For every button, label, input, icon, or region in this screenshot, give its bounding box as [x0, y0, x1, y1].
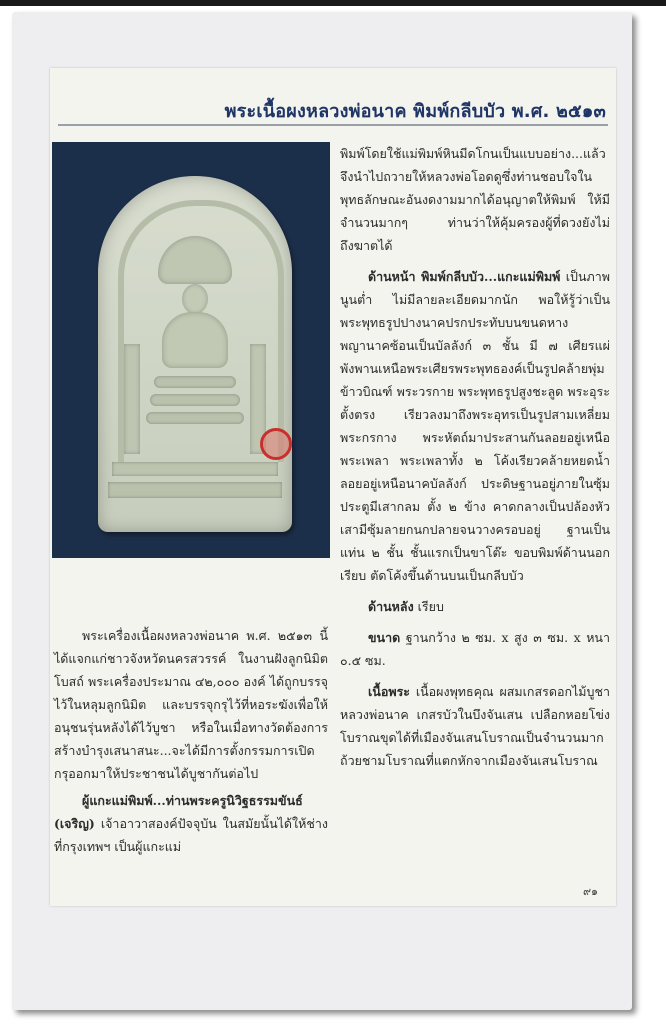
- size-description: [340, 626, 610, 672]
- material-description: [340, 680, 610, 772]
- amulet-base-lower: [108, 482, 282, 498]
- naga-coil: [150, 394, 240, 406]
- buddha-head: [182, 284, 208, 314]
- front-description: [340, 265, 610, 587]
- back-text: เรียบ: [413, 599, 444, 614]
- title-divider: [58, 124, 608, 126]
- left-column-text: [54, 624, 328, 862]
- front-label: ด้านหน้า: [368, 269, 416, 284]
- top-edge-bar: [0, 0, 666, 6]
- scanned-page-frame: [12, 12, 632, 1010]
- material-label: เนื้อพระ: [368, 684, 410, 699]
- size-text: ฐานกว้าง ๒ ซม. x สูง ๓ ซม. x หนา ๐.๕ ซม.: [340, 630, 610, 668]
- naga-coil: [154, 376, 236, 388]
- back-description: [340, 595, 610, 618]
- naga-coil: [146, 412, 244, 424]
- right-column-text: [340, 142, 610, 780]
- buddha-body: [162, 312, 228, 368]
- back-label: ด้านหลัง: [368, 599, 414, 614]
- size-label: ขนาด: [368, 630, 401, 645]
- caption-paragraph: [54, 789, 328, 858]
- material-text: เนื้อผงพุทธคุณ ผสมเกสรดอกไม้บูชา หลวงพ่อนาค เกสรบัวในบึงจันเสน เปลือกหอยโข่งโบราณขุดได้ที่เมืองจันเสนโบราณเป็นจำนวนมาก ถ้วยชามโบราณที่แตกหักจากเมืองจันเสนโบราณ: [340, 684, 610, 768]
- front-text: เป็นภาพนูนต่ำ ไม่มีลายละเอียดมากนัก พอให้รู้ว่าเป็นพระพุทธรูปปางนาคปรกประทับบนขนดหางพญานาคซ้อนเป็นบัลลังก์ ๓ ชั้น มี ๗ เศียรแผ่พังพานเหนือพระเศียรพระพุทธองค์เป็นรูปคล้ายพุ่มข้าวบิณฑ์ พระวรกาย พระพุทธรูปสูงชะลูด พระอุระตั้งตรง เรียวลงมาถึงพระอุทรเป็นรูปสามเหลี่ยม พระกรกาง พระหัตถ์มาประสานกันลอยอยู่เหนือพระเพลา พระเพลาทั้ง ๒ โค้งเรียวคล้ายหยดน้ำลอยอยู่เหนือนาคบัลลังก์ ประดิษฐานอยู่ภายในซุ้มประตูมีเสากลม ตั้ง ๒ ข้าง คาดกลางเป็นปล้องหัวเสามีซุ้มลายกนกปลายจนวางครอบอยู่ ฐานเป็นแท่น ๒ ชั้น ชั้นแรกเป็นขาโต๊ะ ขอบพิมพ์ด้านนอกเรียบ ตัดโค้งขึ้นด้านบนเป็นกลีบบัว: [340, 269, 610, 583]
- mold-carver-label: ผู้แกะแม่พิมพ์...ท่านพระครูนิวิฐธรรมขันธ์ (เจริญ): [54, 793, 303, 831]
- amulet-photo: [52, 142, 330, 558]
- front-bold-text: พิมพ์กลีบบัว...แกะแม่พิมพ์: [415, 269, 561, 284]
- book-page: [50, 68, 616, 906]
- amulet-image: [98, 176, 292, 532]
- article-title: พระเนื้อผงหลวงพ่อนาค พิมพ์กลีบบัว พ.ศ. ๒๕๑๓: [224, 101, 606, 122]
- mold-carver-text: เจ้าอาวาสองค์ปัจจุบัน ในสมัยนั้นได้ให้ช่างที่กรุงเทพฯ เป็นผู้แกะแม่: [54, 816, 328, 854]
- red-seal-stamp: [260, 428, 292, 460]
- left-pillar: [124, 344, 140, 454]
- amulet-base-upper: [112, 462, 278, 476]
- caption-paragraph: พระเครื่องเนื้อผงหลวงพ่อนาค พ.ศ. ๒๕๑๓ นี้ ได้แจกแก่ชาวจังหวัดนครสวรรค์ ในงานฝังลูกนิมิตโบสถ์ พระเครื่องประมาณ ๔๒,๐๐๐ องค์ ได้ถูกบรรจุไว้ในหลุมลูกนิมิต และบรรจุกรุไว้ที่หอระฆังเพื่อให้อนุชนรุ่นหลังได้ไว้บูชา หรือในเมื่อทางวัดต้องการสร้างบำรุงเสนาสนะ...จะได้มีการตั้งกรรมการเปิดกรุออกมาให้ประชาชนได้บูชากันต่อไป: [54, 628, 328, 781]
- page-number: ๙๑: [582, 885, 598, 898]
- body-paragraph: พิมพ์โดยใช้แม่พิมพ์หินมีดโกนเป็นแบบอย่าง...แล้วจึงนำไปถวายให้หลวงพ่อโอดดูซึ่งท่านชอบใจในพุทธลักษณะอันงดงามมากได้อนุญาตให้พิมพ์ ให้มีจำนวนมากๆ ท่านว่าให้คุ้มครองผู้ที่ดวงยังไม่ถึงฆาตได้: [340, 146, 610, 253]
